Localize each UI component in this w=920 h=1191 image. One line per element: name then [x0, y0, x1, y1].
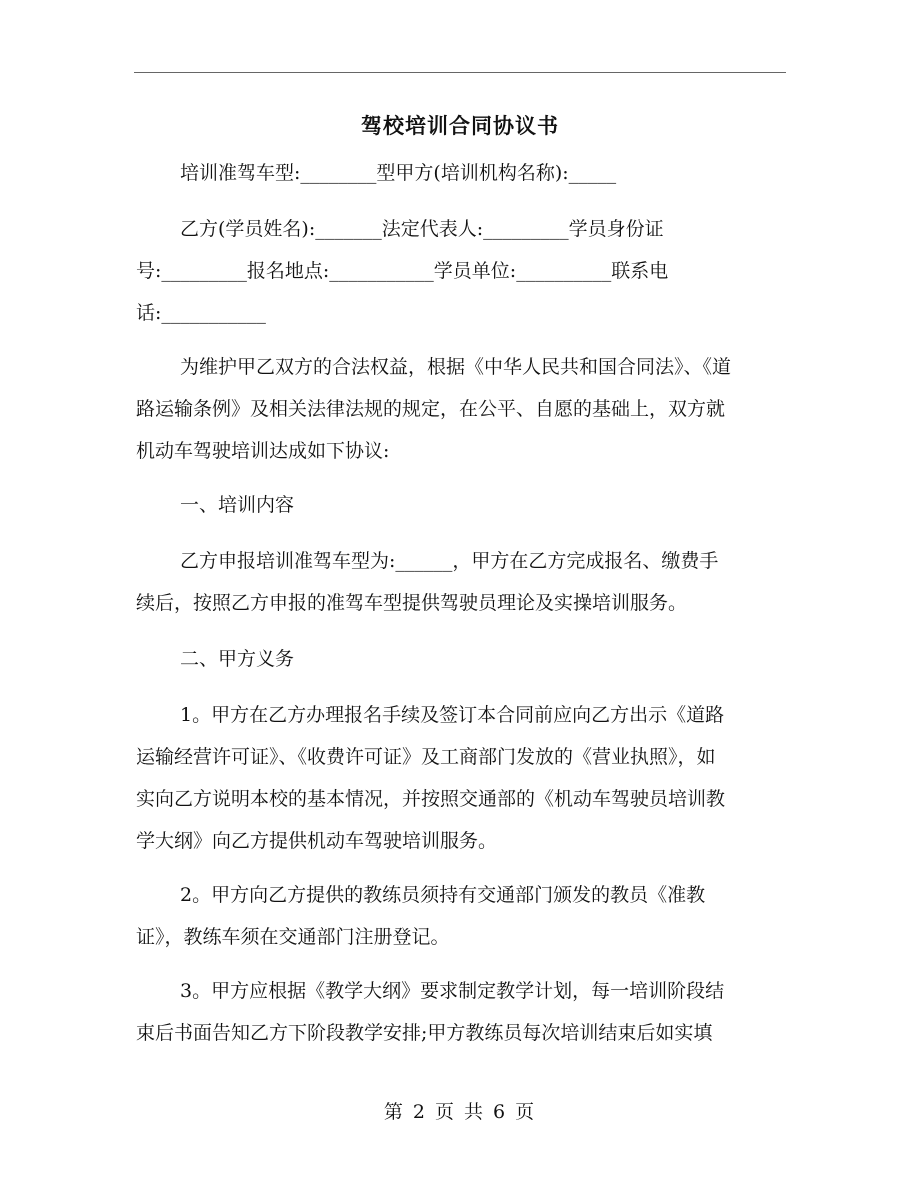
- clause-line: 2。甲方向乙方提供的教练员须持有交通部门颁发的教员《准教: [180, 884, 706, 906]
- header-rule: [134, 72, 786, 73]
- document-title: 驾校培训合同协议书: [361, 113, 559, 138]
- clause-line: 学大纲》向乙方提供机动车驾驶培训服务。: [136, 830, 498, 852]
- clause-line: 束后书面告知乙方下阶段教学安排;甲方教练员每次培训结束后如实填: [136, 1022, 713, 1044]
- clause-line: 实向乙方说明本校的基本情况，并按照交通部的《机动车驾驶员培训教: [136, 788, 726, 810]
- preamble-line: 为维护甲乙双方的合法权益，根据《中华人民共和国合同法》、《道: [180, 356, 732, 378]
- clause-line: 证》，教练车须在交通部门注册登记。: [136, 926, 450, 948]
- field-party-b-line: 乙方(学员姓名):_______法定代表人:_________学员身份证: [180, 218, 664, 240]
- field-phone-line: 话:___________: [136, 302, 266, 324]
- field-vehicle-type-line: 培训准驾车型:________型甲方(培训机构名称):_____: [180, 162, 617, 184]
- field-id-number-line: 号:_________报名地点:___________学员单位:__________联系电: [136, 260, 669, 282]
- clause-line: 3。甲方应根据《教学大纲》要求制定教学计划，每一培训阶段结: [180, 980, 725, 1002]
- section-heading: 二、甲方义务: [180, 648, 295, 670]
- page-number: 第 2 页 共 6 页: [383, 1101, 537, 1123]
- clause-line: 运输经营许可证》、《收费许可证》及工商部门发放的《营业执照》，如: [136, 746, 716, 768]
- preamble-line: 路运输条例》及相关法律法规的规定，在公平、自愿的基础上，双方就: [136, 398, 726, 420]
- preamble-line: 机动车驾驶培训达成如下协议:: [136, 440, 390, 462]
- paragraph-line: 续后，按照乙方申报的准驾车型提供驾驶员理论及实操培训服务。: [136, 592, 688, 614]
- paragraph-line: 乙方申报培训准驾车型为:______，甲方在乙方完成报名、缴费手: [180, 550, 719, 572]
- section-heading: 一、培训内容: [180, 494, 295, 516]
- clause-line: 1。甲方在乙方办理报名手续及签订本合同前应向乙方出示《道路: [180, 704, 725, 726]
